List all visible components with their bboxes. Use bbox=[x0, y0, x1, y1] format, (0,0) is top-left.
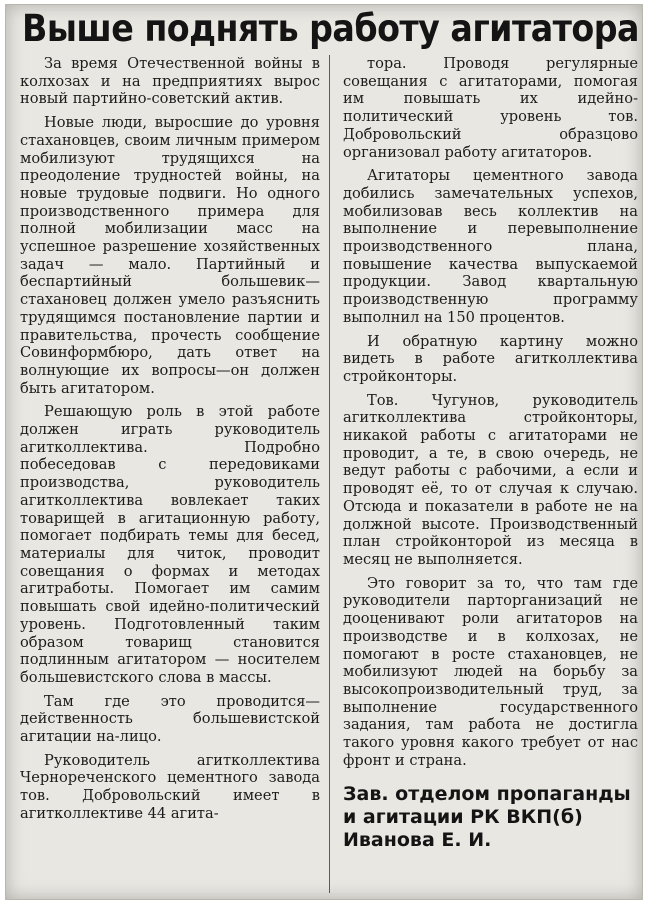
paragraph: тора. Проводя регулярные совещания с агитаторами, помогая им повышать их идейно-политический уровень тов. Добровольский образцово организовал работу агитаторов. bbox=[343, 55, 638, 161]
headline: Выше поднять работу агитатора bbox=[22, 7, 639, 50]
left-column bbox=[20, 55, 320, 823]
paragraph: Решающую роль в этой работе должен играть руководитель агитколлектива. Подробно побеседовав с передовиками производства, руководитель агитколлектива вовлекает таких товарищей в агитационную работу, помогает подбирать темы для бесед, материалы для читок, проводит совещания о формах и методах агитработы. Помогает им самим повышать свой идейно-политический уровень. Подготовленный таким образом товарищ становится подлинным агитатором — носителем большевистского слова в массы. bbox=[20, 403, 320, 686]
right-column bbox=[343, 55, 638, 852]
paragraph: Это говорит за то, что там где руководители парторганизаций не дооценивают роли агитаторов на производстве и в колхозах, не помогают в росте стахановцев, не мобилизуют людей на борьбу за высокопроизводительный труд, за выполнение государственного задания, там работа не достигла такого уровня какого требует от нас фронт и страна. bbox=[343, 574, 638, 769]
paragraph: Агитаторы цементного завода добились замечательных успехов, мобилизовав весь коллектив на выполнение и перевыполнение производственного плана, повышение качества выпускаемой продукции. Завод квартальную производственную программу выполнил на 150 процентов. bbox=[343, 167, 638, 326]
newspaper-clipping bbox=[5, 4, 643, 900]
paragraph: Новые люди, выросшие до уровня стахановцев, своим личным примером мобилизуют трудящихся на преодоление трудностей войны, на новые трудовые подвиги. Но одного производственного примера для полной мобилизации масс на успешное разрешение хозяйственных задач — мало. Партийный и беспартийный большевик—стахановец должен умело разъяснить трудящимся постановление партии и правительства, прочесть сообщение Совинформбюро, дать ответ на волнующие их вопросы—он должен быть агитатором. bbox=[20, 114, 320, 397]
paragraph: Тов. Чугунов, руководитель агитколлектива стройконторы, никакой работы с агитаторами не проводит, а те, в свою очередь, не ведут работы с рабочими, а если и проводят её, то от случая к случаю. Отсюда и показатели в работе не на должной высоте. Производственный план стройконторой из месяца в месяц не выполняется. bbox=[343, 391, 638, 568]
signature-title: Зав. отделом пропаганды и агитации РК ВКП(б) bbox=[343, 783, 631, 829]
signature-name: Иванова Е. И. bbox=[343, 829, 492, 852]
paragraph: Руководитель агитколлектива Чернореченского цементного завода тов. Добровольский имеет в агитколлективе 44 агита- bbox=[20, 751, 320, 822]
signature bbox=[343, 783, 638, 852]
column-divider bbox=[329, 55, 330, 893]
paragraph: За время Отечественной войны в колхозах и на предприятиях вырос новый партийно-советский актив. bbox=[20, 55, 320, 108]
paragraph: И обратную картину можно видеть в работе агитколлектива стройконторы. bbox=[343, 332, 638, 385]
paragraph: Там где это проводится—действенность большевистской агитации на-лицо. bbox=[20, 692, 320, 746]
